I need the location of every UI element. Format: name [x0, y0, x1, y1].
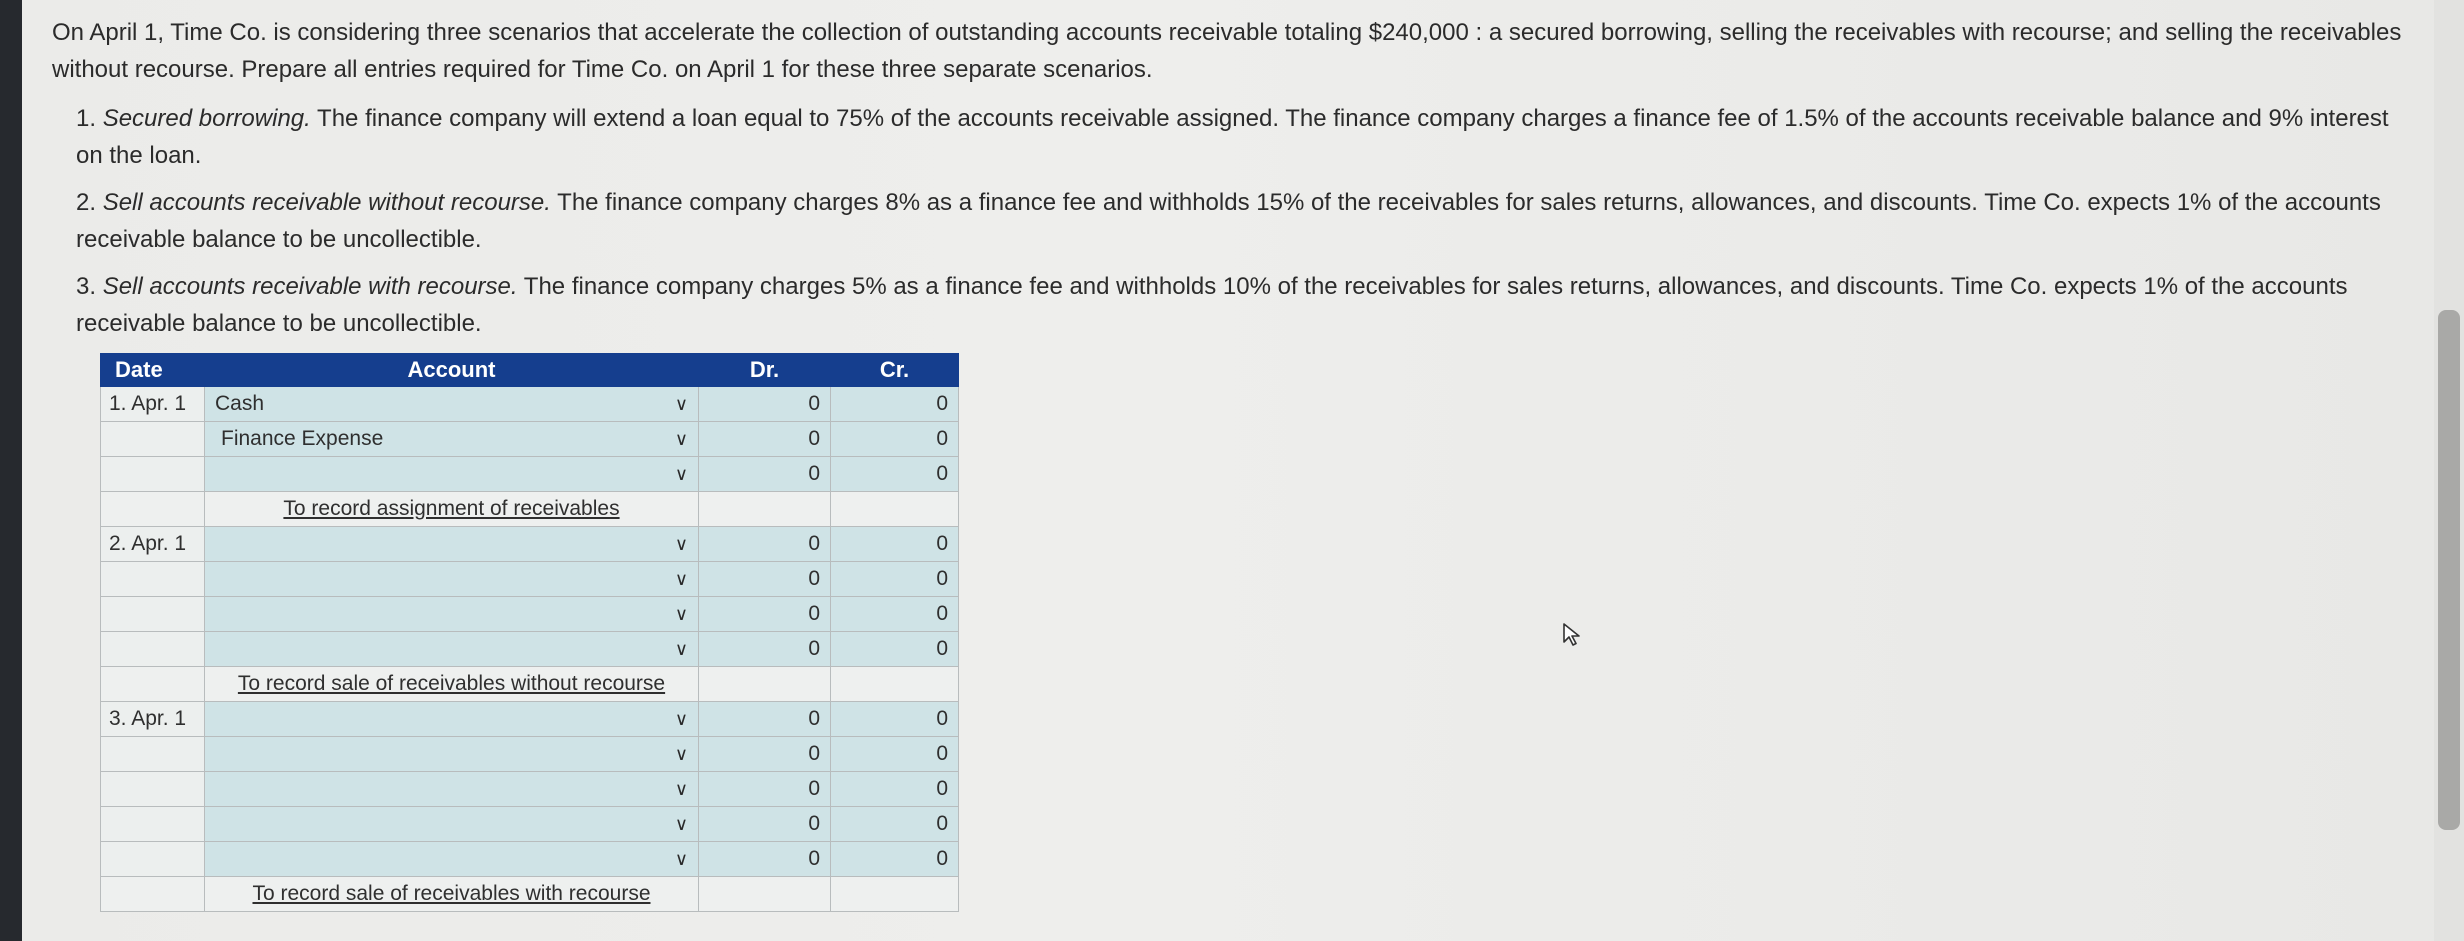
credit-input[interactable]: 0 [831, 562, 959, 597]
account-select[interactable] [205, 562, 699, 597]
credit-input[interactable]: 0 [831, 527, 959, 562]
empty-cell [101, 877, 205, 912]
account-select[interactable] [205, 737, 699, 772]
table-row [101, 702, 959, 737]
account-select[interactable] [205, 772, 699, 807]
scenario-2 [76, 184, 2412, 258]
empty-cell [699, 492, 831, 527]
chevron-down-icon[interactable]: ∨ [674, 743, 688, 764]
account-select[interactable] [205, 457, 699, 492]
debit-input[interactable]: 0 [699, 527, 831, 562]
entry-date: 1. Apr. 1 [101, 387, 205, 422]
problem-text [52, 14, 2412, 352]
credit-header: Cr. [831, 354, 959, 387]
account-select[interactable] [205, 387, 699, 422]
entry-date [101, 737, 205, 772]
credit-input[interactable]: 0 [831, 772, 959, 807]
account-select-value: Cash [215, 392, 265, 415]
chevron-down-icon[interactable]: ∨ [674, 533, 688, 554]
account-select[interactable] [205, 527, 699, 562]
credit-input[interactable]: 0 [831, 737, 959, 772]
credit-input[interactable]: 0 [831, 632, 959, 667]
chevron-down-icon[interactable]: ∨ [674, 708, 688, 729]
empty-cell [831, 667, 959, 702]
scenario-title: Sell accounts receivable with recourse. [102, 273, 518, 300]
journal-entry-table [100, 353, 959, 912]
entry-memo-text: To record sale of receivables with recourse [252, 882, 651, 905]
chevron-down-icon[interactable]: ∨ [674, 428, 688, 449]
entry-date: 3. Apr. 1 [101, 702, 205, 737]
scenario-1 [76, 100, 2412, 174]
scenario-title: Secured borrowing. [102, 105, 311, 132]
account-select[interactable] [205, 597, 699, 632]
scenario-3 [76, 268, 2412, 342]
credit-input[interactable]: 0 [831, 842, 959, 877]
date-header: Date [101, 354, 205, 387]
debit-input[interactable]: 0 [699, 632, 831, 667]
debit-input[interactable]: 0 [699, 422, 831, 457]
entry-date [101, 457, 205, 492]
entry-memo [205, 667, 699, 702]
scenario-text: The finance company charges 8% as a finance fee and withholds 15% of the receivables for sales returns, allowances, and discounts. Time Co. expects 1% of the accounts receivable balance to be uncollectible. [76, 189, 2381, 253]
table-row [101, 842, 959, 877]
table-row [101, 562, 959, 597]
memo-row [101, 492, 959, 527]
scenario-number: 1. [76, 105, 97, 132]
scenario-text: The finance company will extend a loan equal to 75% of the accounts receivable assigned. The finance company charges a finance fee of 1.5% of the accounts receivable balance and 9% interest on the loan. [76, 105, 2389, 169]
entry-date [101, 562, 205, 597]
account-header: Account [205, 354, 699, 387]
account-select-value: Finance Expense [221, 427, 384, 450]
account-select[interactable] [205, 842, 699, 877]
empty-cell [699, 877, 831, 912]
entry-date: 2. Apr. 1 [101, 527, 205, 562]
table-row [101, 527, 959, 562]
empty-cell [101, 492, 205, 527]
entry-date [101, 632, 205, 667]
table-header-row [101, 354, 959, 387]
memo-row [101, 667, 959, 702]
table-row [101, 737, 959, 772]
entry-date [101, 422, 205, 457]
debit-input[interactable]: 0 [699, 807, 831, 842]
chevron-down-icon[interactable]: ∨ [674, 813, 688, 834]
entry-date [101, 807, 205, 842]
entry-memo [205, 492, 699, 527]
entry-memo-text: To record assignment of receivables [283, 497, 620, 520]
table-row [101, 597, 959, 632]
entry-date [101, 772, 205, 807]
scenario-number: 2. [76, 189, 97, 216]
credit-input[interactable]: 0 [831, 597, 959, 632]
chevron-down-icon[interactable]: ∨ [674, 393, 688, 414]
debit-input[interactable]: 0 [699, 387, 831, 422]
table-row [101, 772, 959, 807]
debit-input[interactable]: 0 [699, 772, 831, 807]
empty-cell [699, 667, 831, 702]
scenario-text: The finance company charges 5% as a finance fee and withholds 10% of the receivables for sales returns, allowances, and discounts. Time Co. expects 1% of the accounts receivable balance to be uncollectible. [76, 273, 2348, 337]
empty-cell [101, 667, 205, 702]
screen [22, 0, 2464, 941]
scrollbar-thumb[interactable] [2438, 310, 2460, 830]
scenario-number: 3. [76, 273, 97, 300]
table-row [101, 387, 959, 422]
credit-input[interactable]: 0 [831, 702, 959, 737]
credit-input[interactable]: 0 [831, 387, 959, 422]
problem-intro: On April 1, Time Co. is considering three scenarios that accelerate the collection of outstanding accounts receivable totaling $240,000 : a secured borrowing, selling the receivables with recourse; and selling the receivables without recourse. Prepare all entries required for Time Co. on April 1 for these three separate scenarios. [52, 19, 2402, 83]
debit-input[interactable]: 0 [699, 457, 831, 492]
mouse-pointer-icon [1562, 622, 1584, 648]
scenario-title: Sell accounts receivable without recourse. [102, 189, 551, 216]
chevron-down-icon[interactable]: ∨ [674, 778, 688, 799]
account-select[interactable] [205, 422, 699, 457]
debit-input[interactable]: 0 [699, 597, 831, 632]
table-row [101, 457, 959, 492]
debit-input[interactable]: 0 [699, 842, 831, 877]
credit-input[interactable]: 0 [831, 422, 959, 457]
table-row [101, 807, 959, 842]
empty-cell [831, 492, 959, 527]
table-row [101, 422, 959, 457]
chevron-down-icon[interactable]: ∨ [674, 638, 688, 659]
chevron-down-icon[interactable]: ∨ [674, 603, 688, 624]
entry-date [101, 597, 205, 632]
entry-date [101, 842, 205, 877]
empty-cell [831, 877, 959, 912]
memo-row [101, 877, 959, 912]
entry-memo-text: To record sale of receivables without recourse [237, 672, 666, 695]
chevron-down-icon[interactable]: ∨ [674, 848, 688, 869]
debit-input[interactable]: 0 [699, 737, 831, 772]
account-select[interactable] [205, 632, 699, 667]
debit-input[interactable]: 0 [699, 562, 831, 597]
account-select[interactable] [205, 807, 699, 842]
entry-memo [205, 877, 699, 912]
account-select[interactable] [205, 702, 699, 737]
table-row [101, 632, 959, 667]
credit-input[interactable]: 0 [831, 457, 959, 492]
scrollbar[interactable] [2434, 0, 2464, 941]
debit-input[interactable]: 0 [699, 702, 831, 737]
chevron-down-icon[interactable]: ∨ [674, 568, 688, 589]
debit-header: Dr. [699, 354, 831, 387]
credit-input[interactable]: 0 [831, 807, 959, 842]
chevron-down-icon[interactable]: ∨ [674, 463, 688, 484]
